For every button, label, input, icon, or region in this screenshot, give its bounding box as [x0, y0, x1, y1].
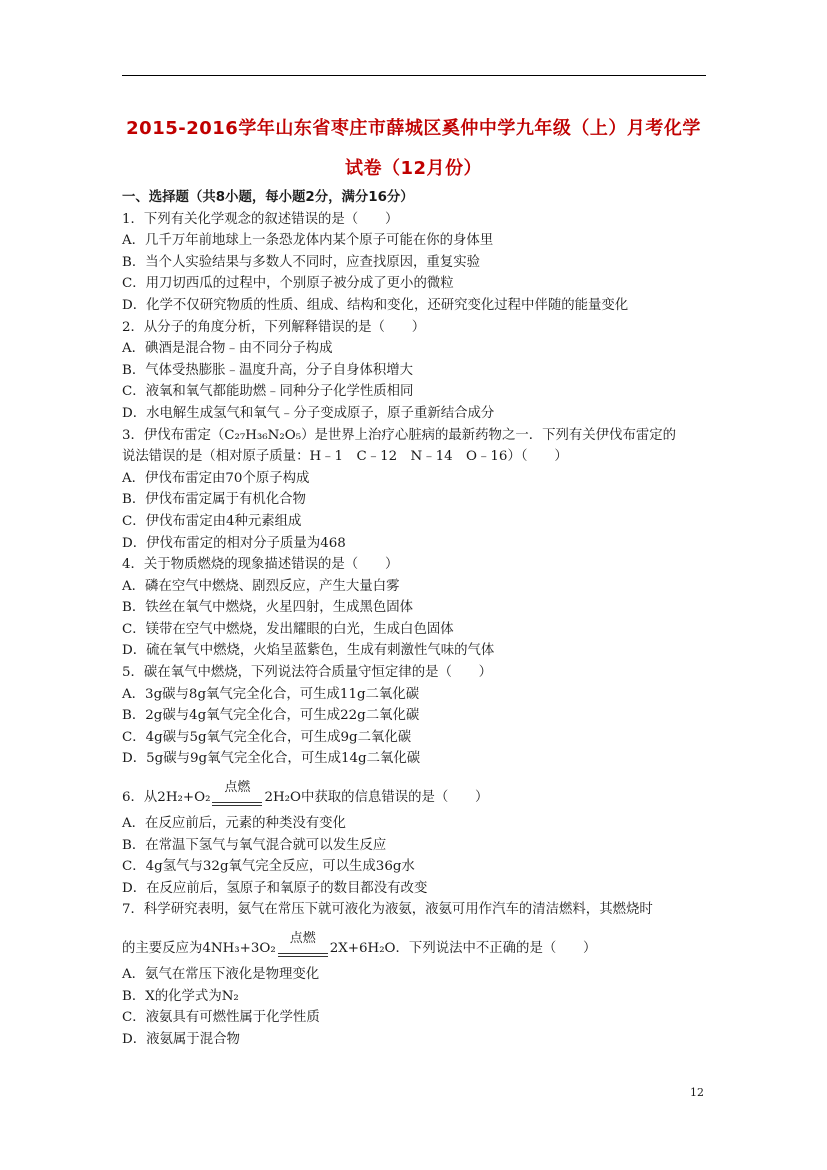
question-3-option-d: D．伊伐布雷定的相对分子质量为468 — [122, 535, 346, 551]
question-4-option-b: B．铁丝在氧气中燃烧，火星四射，生成黑色固体 — [122, 600, 414, 616]
question-1-option-a: A．几千万年前地球上一条恐龙体内某个原子可能在你的身体里 — [122, 233, 494, 249]
question-3-stem: 3．伊伐布雷定（C₂₇H₃₆N₂O₅）是世界上治疗心脏病的最新药物之一．下列有关伊伐布雷定的 — [122, 427, 677, 443]
question-4-option-c: C．镁带在空气中燃烧，发出耀眼的白光，生成白色固体 — [122, 621, 454, 637]
question-2-option-c: C．液氧和氧气都能助燃﹣同种分子化学性质相同 — [122, 384, 414, 400]
header-rule — [122, 75, 706, 76]
question-7-option-c: C．液氨具有可燃性属于化学性质 — [122, 1010, 320, 1026]
document-title: 2015-2016学年山东省枣庄市薛城区奚仲中学九年级（上）月考化学 — [126, 118, 701, 139]
question-7-option-a: A．氨气在常压下液化是物理变化 — [122, 967, 320, 982]
question-4-option-a: A．磷在空气中燃烧、剧烈反应，产生大量白雾 — [122, 578, 400, 594]
question-1-option-c: C．用刀切西瓜的过程中，个别原子被分成了更小的微粒 — [122, 276, 454, 292]
document-title-continued: 试卷（12月份） — [344, 158, 483, 179]
question-1-stem: 1．下列有关化学观念的叙述错误的是（ ） — [122, 211, 399, 227]
question-7-stem-continued — [122, 921, 712, 964]
question-2-option-b: B．气体受热膨胀﹣温度升高，分子自身体积增大 — [122, 362, 414, 378]
equation-products: 2X+6H₂O．下列说法中不正确的是（ ） — [329, 941, 597, 957]
equation-products: 2H₂O中获取的信息错误的是（ ） — [264, 790, 489, 806]
question-1-option-d: D．化学不仅研究物质的性质、组成、结构和变化，还研究变化过程中伴随的能量变化 — [122, 297, 629, 313]
question-3-option-b: B．伊伐布雷定属于有机化合物 — [122, 492, 306, 508]
question-5-option-a: A．3g碳与8g氧气完全化合，可生成11g二氧化碳 — [122, 686, 420, 702]
question-2-option-d: D．水电解生成氢气和氧气﹣分子变成原子，原子重新结合成分 — [122, 405, 495, 421]
question-4-option-d: D．硫在氧气中燃烧，火焰呈蓝紫色，生成有刺激性气味的气体 — [122, 643, 495, 659]
condition-label: 点燃 — [289, 931, 316, 946]
question-5-stem: 5．碳在氧气中燃烧，下列说法符合质量守恒定律的是（ ） — [122, 665, 493, 681]
section-heading: 一、选择题（共8小题，每小题2分，满分16分） — [122, 190, 414, 205]
condition-label: 点燃 — [224, 780, 251, 796]
page-number: 12 — [690, 1086, 704, 1099]
equals-sign — [278, 953, 328, 957]
reaction-condition — [278, 931, 328, 960]
equals-sign — [212, 802, 262, 806]
question-2-option-a: A．碘酒是混合物﹣由不同分子构成 — [122, 341, 333, 357]
question-4-stem: 4．关于物质燃烧的现象描述错误的是（ ） — [122, 557, 399, 573]
question-2-stem: 2．从分子的角度分析，下列解释错误的是（ ） — [122, 319, 426, 335]
question-6-stem — [122, 770, 712, 813]
equation-reactants: 6．从2H₂+O₂ — [122, 790, 211, 806]
question-6-option-d: D．在反应前后，氢原子和氧原子的数目都没有改变 — [122, 880, 428, 896]
question-5-option-c: C．4g碳与5g氧气完全化合，可生成9g二氧化碳 — [122, 729, 412, 745]
reaction-condition — [212, 780, 262, 809]
question-3-option-c: C．伊伐布雷定由4种元素组成 — [122, 513, 302, 529]
question-6-option-a: A．在反应前后，元素的种类没有变化 — [122, 816, 346, 832]
question-6-option-c: C．4g氢气与32g氧气完全反应，可以生成36g水 — [122, 859, 415, 875]
question-6-option-b: B．在常温下氢气与氧气混合就可以发生反应 — [122, 837, 387, 853]
question-5-option-b: B．2g碳与4g氧气完全化合，可生成22g二氧化碳 — [122, 708, 420, 724]
question-3-stem-continued: 说法错误的是（相对原子质量：H﹣1 C﹣12 N﹣14 O﹣16）（ ） — [122, 449, 568, 465]
question-7-stem: 7．科学研究表明，氨气在常压下就可液化为液氨，液氨可用作汽车的清洁燃料，其燃烧时 — [122, 902, 653, 918]
question-3-option-a: A．伊伐布雷定由70个原子构成 — [122, 470, 310, 486]
exam-content — [122, 187, 712, 1050]
question-7-option-d: D．液氨属于混合物 — [122, 1031, 240, 1047]
question-7-option-b: B．X的化学式为N₂ — [122, 988, 239, 1004]
equation-reactants: 的主要反应为4NH₃+3O₂ — [122, 941, 276, 957]
question-5-option-d: D．5g碳与9g氧气完全化合，可生成14g二氧化碳 — [122, 751, 421, 767]
question-1-option-b: B．当个人实验结果与多数人不同时，应查找原因，重复实验 — [122, 254, 480, 270]
